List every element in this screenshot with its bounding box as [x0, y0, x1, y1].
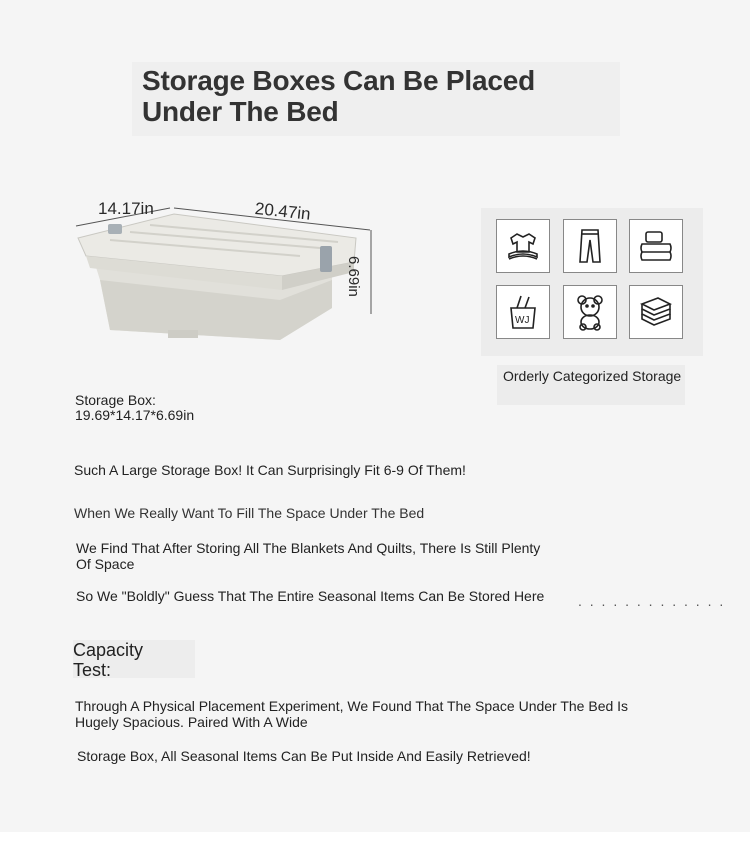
stationery-box-icon [496, 285, 550, 339]
box-spec [75, 393, 194, 423]
seasonal-guess-text: So We "Boldly" Guess That The Entire Seasonal Items Can Be Stored Here [76, 588, 545, 604]
under-bed-text: When We Really Want To Fill The Space Under The Bed [74, 505, 425, 521]
bedding-icon [629, 219, 683, 273]
headline-fit-text: Such A Large Storage Box! It Can Surprisingly Fit 6-9 Of Them! [74, 462, 466, 478]
stationery-icon-text: WJ [515, 315, 530, 326]
pants-icon [563, 219, 617, 273]
spec-label: Storage Box: [75, 392, 156, 408]
spec-value: 19.69*14.17*6.69in [75, 407, 195, 423]
capacity-paragraph-2: Storage Box, All Seasonal Items Can Be Put Inside And Easily Retrieved! [77, 748, 531, 764]
categories-label: Orderly Categorized Storage [503, 368, 682, 384]
capacity-title: Capacity Test: [73, 640, 144, 680]
height-label: 6.69in [345, 256, 362, 297]
teddy-bear-icon [563, 285, 617, 339]
blankets-text: We Find That After Storing All The Blankets And Quilts, There Is Still Plenty Of Space [76, 540, 541, 572]
books-icon [629, 285, 683, 339]
dotted-divider: . . . . . . . . . . . . . [578, 593, 726, 609]
bottom-band [0, 832, 750, 859]
capacity-paragraph-1: Through A Physical Placement Experiment, We Found That The Space Under The Bed Is Hugely Spacious. Paired With A Wide [75, 698, 629, 730]
folded-clothes-icon [496, 219, 550, 273]
length-label: 20.47in [254, 199, 312, 224]
width-label: 14.17in [98, 199, 154, 218]
storage-box-illustration [70, 190, 390, 360]
category-icons-panel [481, 208, 703, 356]
page-title: Storage Boxes Can Be Placed Under The Bed [142, 65, 535, 127]
